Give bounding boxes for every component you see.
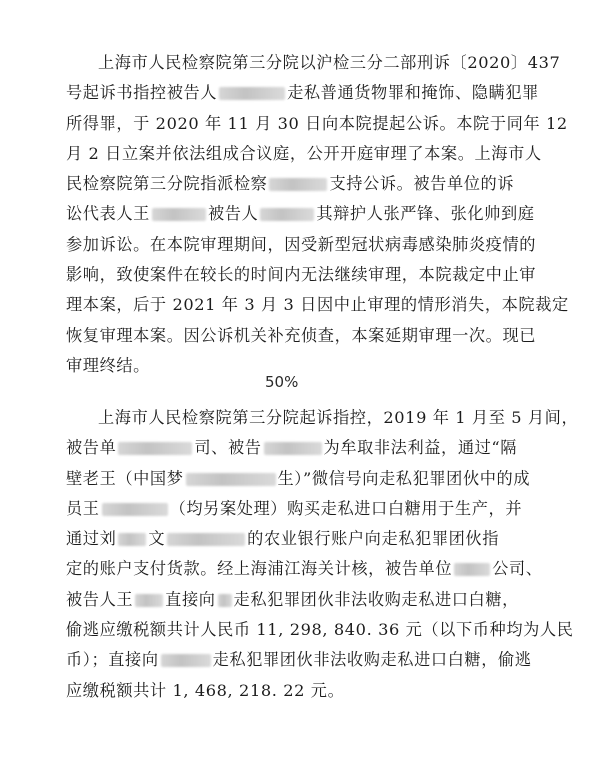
text-line bbox=[66, 139, 542, 169]
text-segment: 走私犯罪团伙非法收购走私进口白糖，偷逃 bbox=[212, 650, 532, 670]
redacted-name-block bbox=[264, 442, 322, 455]
text-segment: 审理终结。 bbox=[66, 355, 150, 375]
text-line bbox=[66, 321, 537, 351]
text-line bbox=[66, 260, 537, 290]
text-segment: 被告单 bbox=[66, 438, 117, 458]
redacted-name-block bbox=[218, 594, 232, 607]
text-segment: 民检察院第三分院指派检察 bbox=[66, 174, 268, 194]
text-segment: 直接向 bbox=[165, 589, 216, 609]
text-segment: 应缴税额共计 1, 468, 218. 22 元。 bbox=[66, 680, 345, 700]
redacted-name-block bbox=[102, 503, 168, 516]
text-segment: 文 bbox=[148, 529, 166, 549]
text-segment: 被告人王 bbox=[66, 589, 134, 609]
text-line bbox=[66, 230, 537, 260]
text-segment: 通过刘 bbox=[66, 529, 117, 549]
text-line bbox=[66, 494, 526, 524]
redacted-name-block bbox=[269, 178, 327, 191]
paragraph-case-filing bbox=[66, 48, 569, 381]
text-line bbox=[66, 464, 531, 494]
text-line bbox=[66, 290, 569, 320]
text-segment: 司、被告 bbox=[194, 438, 262, 458]
text-line bbox=[66, 524, 526, 554]
text-line bbox=[66, 645, 532, 675]
text-segment: 所得罪，于 2020 年 11 月 30 日向本院提起公诉。本院于同年 12 bbox=[66, 113, 568, 133]
text-line bbox=[66, 403, 579, 433]
redacted-name-block bbox=[219, 87, 285, 100]
text-line bbox=[66, 169, 526, 199]
text-line bbox=[66, 109, 568, 139]
text-segment: 定的账户支付货款。经上海浦江海关计核，被告单位 bbox=[66, 559, 453, 579]
text-segment: 壁老王（中国梦 bbox=[66, 468, 184, 488]
text-line bbox=[66, 615, 574, 645]
text-line bbox=[66, 199, 535, 229]
redacted-name-block bbox=[118, 442, 192, 455]
text-segment: 生）”微信号向走私犯罪团伙中的成 bbox=[277, 468, 531, 488]
text-segment: 被告人 bbox=[207, 204, 259, 224]
text-segment: 参加诉讼。在本院审理期间，因受新型冠状病毒感染肺炎疫情的 bbox=[66, 234, 537, 254]
text-segment: 号起诉书指控被告人 bbox=[66, 83, 218, 103]
text-segment: 恢复审理本案。因公诉机关补充侦查，本案延期审理一次。现已 bbox=[66, 325, 537, 345]
redacted-name-block bbox=[454, 563, 490, 576]
redacted-name-block bbox=[161, 654, 211, 667]
redacted-name-block bbox=[167, 533, 245, 546]
redacted-name-block bbox=[186, 473, 276, 486]
text-segment: 讼代表人王 bbox=[66, 204, 150, 224]
redacted-name-block bbox=[152, 208, 206, 221]
text-segment: 的农业银行账户向走私犯罪团伙指 bbox=[247, 529, 499, 549]
text-line bbox=[66, 48, 561, 78]
redacted-name-block bbox=[135, 594, 163, 607]
text-line bbox=[66, 585, 526, 615]
redacted-name-block bbox=[260, 208, 314, 221]
text-line bbox=[66, 676, 526, 706]
text-segment: 公司、 bbox=[492, 559, 543, 579]
text-segment: 为牟取非法利益，通过“隔 bbox=[323, 438, 518, 458]
text-segment: （均另案处理）购买走私进口白糖用于生产，并 bbox=[169, 498, 523, 518]
text-segment: 月 2 日立案并依法组成合议庭，公开开庭审理了本案。上海市人 bbox=[66, 143, 542, 163]
text-line bbox=[66, 78, 539, 108]
text-segment: 走私犯罪团伙非法收购走私进口白糖， bbox=[233, 589, 519, 609]
text-segment: 支持公诉。被告单位的诉 bbox=[329, 174, 515, 194]
text-segment: 币）；直接向 bbox=[66, 650, 159, 670]
text-segment: 影响，致使案件在较长的时间内无法继续审理，本院裁定中止审 bbox=[66, 265, 537, 285]
text-segment: 理本案，后于 2021 年 3 月 3 日因中止审理的情形消失，本院裁定 bbox=[66, 295, 569, 315]
text-segment: 其辩护人张严锋、张化帅到庭 bbox=[316, 204, 535, 224]
text-segment: 上海市人民检察院第三分院起诉指控，2019 年 1 月至 5 月间， bbox=[98, 408, 579, 427]
text-segment: 上海市人民检察院第三分院以沪检三分二部刑诉〔2020〕437 bbox=[98, 53, 561, 72]
paragraph-prosecution-charges bbox=[66, 403, 579, 706]
text-segment: 走私普通货物罪和掩饰、隐瞒犯罪 bbox=[287, 83, 539, 103]
text-line bbox=[66, 433, 526, 463]
text-segment: 偷逃应缴税额共计人民币 11, 298, 840. 36 元（以下币种均为人民 bbox=[66, 620, 574, 640]
text-line bbox=[66, 554, 543, 584]
redacted-name-block bbox=[118, 533, 146, 546]
zoom-level-label: 50% bbox=[265, 373, 299, 391]
text-segment: 员王 bbox=[66, 498, 100, 518]
